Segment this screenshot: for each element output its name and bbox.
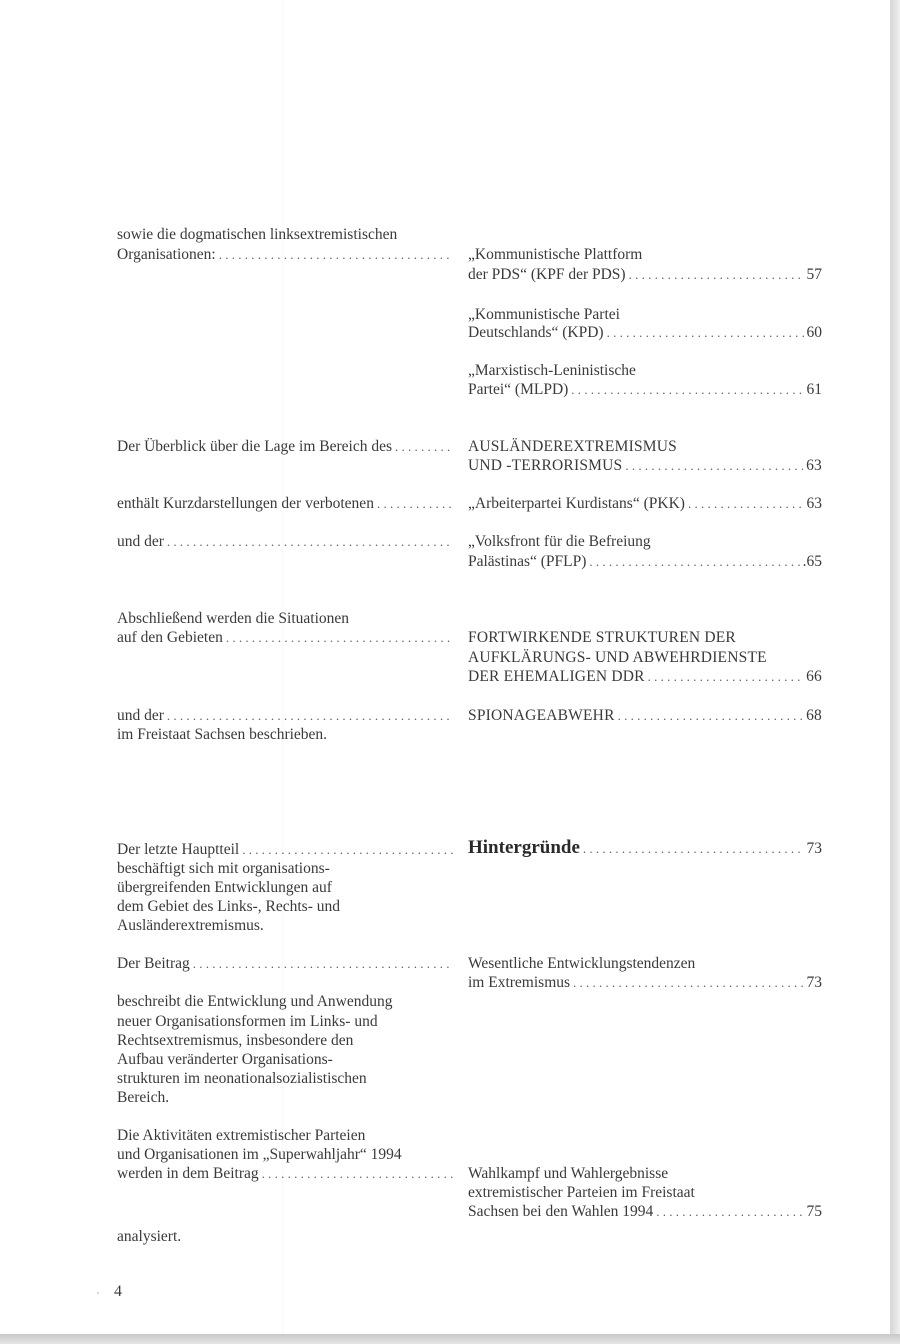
lead-label: Organisationen:	[117, 246, 216, 263]
dot-leader	[648, 667, 803, 687]
toc-entry-auslaender[interactable]	[468, 456, 822, 476]
dot-leader	[219, 245, 453, 265]
toc-lead-left	[117, 494, 456, 514]
toc-entry-title: im Extremismus	[468, 974, 571, 991]
intro-line: Abschließend werden die Situationen	[117, 610, 350, 627]
toc-entry-auslaender-title: AUSLÄNDEREXTREMISMUS	[468, 438, 677, 455]
page-edge-bottom	[0, 1334, 900, 1344]
toc-entry-pflp[interactable]	[468, 552, 822, 572]
dot-leader	[377, 494, 453, 514]
toc-entry-title: Palästinas“ (PFLP)	[468, 553, 587, 570]
toc-entry-ddr[interactable]	[468, 667, 822, 687]
body-line: beschreibt die Entwicklung und Anwendung	[117, 993, 393, 1010]
page-number: 63	[806, 457, 822, 474]
toc-entry-spionageabwehr[interactable]	[468, 706, 822, 726]
toc-entry-title: Sachsen bei den Wahlen 1994	[468, 1203, 654, 1220]
toc-lead-left	[117, 437, 456, 457]
page-number: 57	[806, 266, 822, 283]
toc-lead-left	[117, 706, 456, 726]
toc-entry-title: Partei“ (MLPD)	[468, 381, 569, 398]
page-number: 75	[806, 1203, 822, 1220]
page-number: 68	[806, 707, 822, 724]
page-number: 66	[806, 668, 822, 685]
dot-leader	[583, 839, 804, 859]
body-line: Rechtsextremismus, insbesondere den	[117, 1032, 354, 1049]
toc-lead-left	[117, 628, 456, 648]
body-line: Die Aktivitäten extremistischer Parteien	[117, 1127, 366, 1144]
toc-lead-left	[117, 840, 456, 860]
page-number: 73	[806, 840, 822, 857]
lead-label: Der Beitrag	[117, 955, 190, 972]
toc-entry-title: Deutschlands“ (KPD)	[468, 324, 604, 341]
dot-leader	[167, 706, 453, 726]
body-line: Ausländerextremismus.	[117, 917, 264, 934]
toc-entry-title: SPIONAGEABWEHR	[468, 707, 615, 724]
lead-label: enthält Kurzdarstellungen der verbotenen	[117, 495, 374, 512]
dot-leader	[226, 628, 453, 648]
page-number: .65	[802, 553, 822, 570]
toc-entry-title: DER EHEMALIGEN DDR	[468, 668, 645, 685]
dot-leader	[167, 532, 453, 552]
toc-lead-left	[117, 1164, 456, 1184]
toc-entry-pflp-title: „Volksfront für die Befreiung	[468, 533, 651, 550]
body-line: und Organisationen im „Superwahljahr“ 1994	[117, 1146, 402, 1163]
toc-entry-pkk[interactable]	[468, 494, 822, 514]
toc-lead-left	[117, 954, 456, 974]
toc-lead-left	[117, 532, 456, 552]
toc-entry-title: der PDS“ (KPF der PDS)	[468, 266, 626, 283]
page-number: 61	[806, 381, 822, 398]
lead-label: auf den Gebieten	[117, 629, 223, 646]
page-number: 60	[806, 324, 822, 341]
lead-label: Der Überblick über die Lage im Bereich des	[117, 438, 393, 455]
closing-line: analysiert.	[117, 1228, 182, 1245]
dot-leader	[573, 973, 803, 993]
toc-entry-kpf[interactable]	[468, 265, 822, 285]
toc-entry-ddr-title-1: FORTWIRKENDE STRUKTUREN DER	[468, 629, 736, 646]
toc-entry-kpf-title: „Kommunistische Plattform	[468, 246, 643, 263]
dot-leader	[629, 265, 804, 285]
dot-leader	[571, 380, 803, 400]
toc-entry-wahlen-title-2: extremistischer Parteien im Freistaat	[468, 1184, 695, 1201]
toc-entry-kpd[interactable]	[468, 323, 822, 343]
toc-entry-entwicklung-title: Wesentliche Entwicklungstendenzen	[468, 955, 696, 972]
toc-entry-entwicklung[interactable]	[468, 973, 822, 993]
toc-entry-mlpd[interactable]	[468, 380, 822, 400]
toc-entry-hintergruende[interactable]	[468, 838, 822, 859]
page-number: 73	[806, 974, 822, 991]
dot-leader	[656, 1202, 803, 1222]
dot-leader	[625, 456, 803, 476]
body-line: neuer Organisationsformen im Links- und	[117, 1013, 378, 1030]
toc-entry-ddr-title-2: AUFKLÄRUNGS- UND ABWEHRDIENSTE	[468, 649, 767, 666]
dot-leader	[242, 840, 453, 860]
dot-leader	[193, 954, 453, 974]
page-number-folio: 4	[114, 1283, 122, 1300]
body-line: dem Gebiet des Links-, Rechts- und	[117, 898, 340, 915]
toc-entry-wahlen[interactable]	[468, 1202, 822, 1222]
toc-entry-title: UND -TERRORISMUS	[468, 457, 623, 474]
page-number: 63	[806, 495, 822, 512]
body-line: Bereich.	[117, 1089, 170, 1106]
dot-leader	[618, 706, 803, 726]
dot-leader	[607, 323, 804, 343]
dot-leader	[589, 552, 799, 572]
toc-lead-left	[117, 245, 456, 265]
body-line: übergreifenden Entwicklungen auf	[117, 879, 332, 896]
dot-leader	[262, 1164, 453, 1184]
section-heading: Hintergründe	[468, 837, 580, 858]
lead-label: und der	[117, 533, 164, 550]
toc-entry-mlpd-title: „Marxistisch-Leninistische	[468, 362, 636, 379]
toc-entry-kpd-title: „Kommunistische Partei	[468, 306, 620, 323]
lead-label: Der letzte Hauptteil	[117, 841, 240, 858]
scan-speck	[97, 1292, 99, 1294]
page-edge-right	[890, 0, 900, 1344]
body-line: beschäftigt sich mit organisations-	[117, 860, 330, 877]
dot-leader	[688, 494, 804, 514]
lead-label: werden in dem Beitrag	[117, 1165, 259, 1182]
body-line: Aufbau veränderter Organisations-	[117, 1051, 333, 1068]
closing-line: im Freistaat Sachsen beschrieben.	[117, 726, 328, 743]
toc-entry-title: „Arbeiterpartei Kurdistans“ (PKK)	[468, 495, 685, 512]
lead-label: und der	[117, 707, 164, 724]
intro-line: sowie die dogmatischen linksextremistischen	[117, 226, 398, 243]
dot-leader	[395, 437, 453, 457]
body-line: strukturen im neonationalsozialistischen	[117, 1070, 367, 1087]
toc-entry-wahlen-title-1: Wahlkampf und Wahlergebnisse	[468, 1165, 669, 1182]
